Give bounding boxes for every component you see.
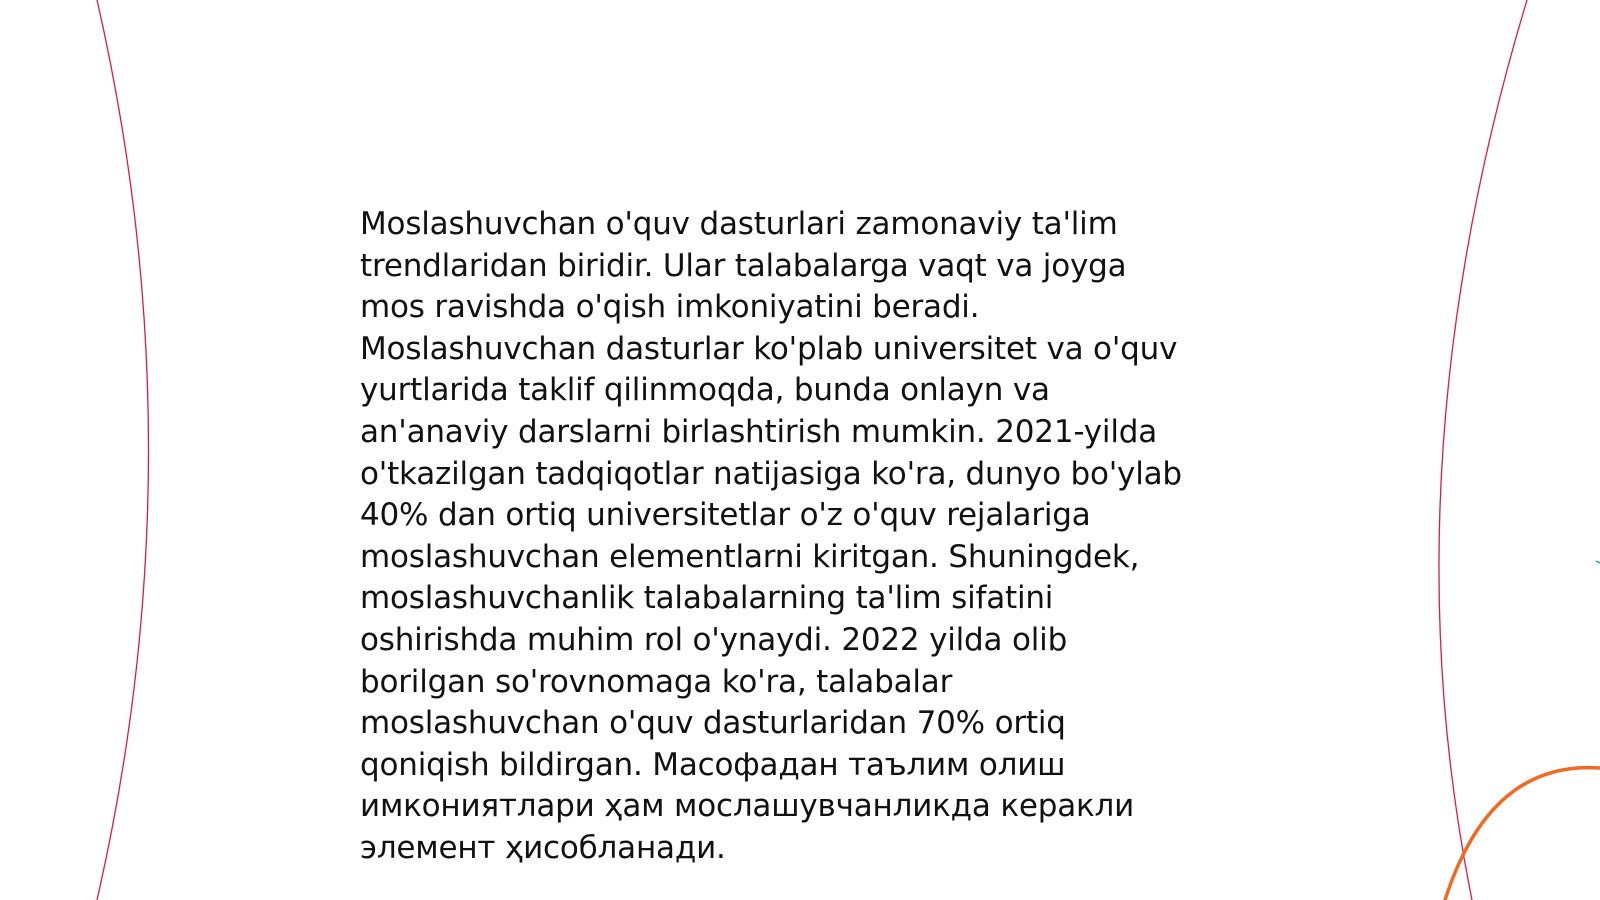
teal-tick-mark <box>1596 561 1600 563</box>
right-curve-line <box>1439 0 1527 900</box>
body-text: Moslashuvchan o'quv dasturlari zamonaviy ta'lim trendlaridan biridir. Ular talabalarga vaqt va joyga mos ravishda o'qish imkoniyatini beradi. Moslashuvchan dasturlar ko'plab universitet va o'quv yurtlarida taklif qilinmoqda, bunda onlayn va an'anaviy darslarni birlashtirish mumkin. 2021-yilda o'tkazilgan tadqiqotlar natijasiga ko'ra, dunyo bo'ylab 40% dan ortiq universitetlar o'z o'quv rejalariga moslashuvchan elementlarni kiritgan. Shuningdek, moslashuvchanlik talabalarning ta'lim sifatini oshirishda muhim rol o'ynaydi. 2022 yilda olib borilgan so'rovnomaga ko'ra, talabalar moslashuvchan o'quv dasturlaridan 70% ortiq qoniqish bildirgan. Масофадан таълим олиш имкониятлари ҳам мослашувчанликда керакли элемент ҳисобланади. <box>360 206 1182 866</box>
left-curve-line <box>97 0 149 900</box>
